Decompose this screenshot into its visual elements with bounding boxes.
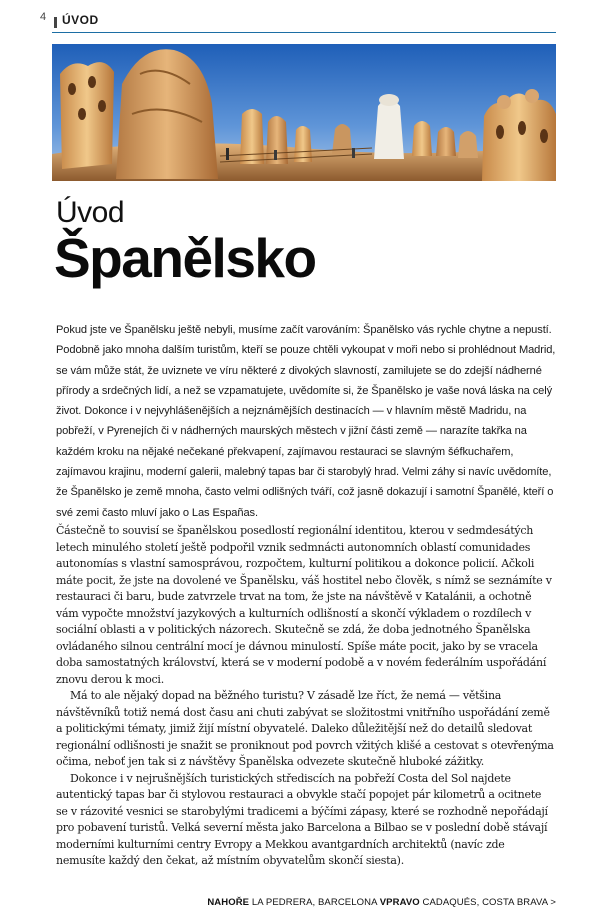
caption-label-right: VPRAVO <box>379 897 420 908</box>
caption-text-top: LA PEDRERA, BARCELONA <box>251 897 377 908</box>
body-paragraph: Má to ale nějaký dopad na běžného turistu? V zásadě lze říct, že nemá — většina návštěvníků totiž nemá dost času ani chuti zabývat se složitostmi vnitřního uspořádání země a politickými tématy, jimiž žijí místní obyvatelé. Daleko důležitější než do detailů sledovat regionální odlišnosti je snažit se proniknout pod povrch vžitých klišé a cestovat s otevřenýma očima, neboť jen tak si z návštěvy Španělska odvezete skutečně hluboké zážitky. <box>56 689 554 768</box>
caption-label-top: NAHOŘE <box>207 897 250 908</box>
body-paragraph: Dokonce i v nejrušnějších turistických střediscích na pobřeží Costa del Sol najdete autentický tapas bar či stylovou restauraci a obvykle stačí popojet pár kilometrů a ocitnete se v rázovité vesnici se starobylými tradicemi a býčími zápasy, které se rozhodně nepořádají pro pobavení turistů. Velká severní města jako Barcelona a Bilbao se v poslední době stávají moderními kulturními centry Evropy a Mekkou avantgardních architektů (navíc zde nemusíte každý den čekat, až místním obyvatelům skončí siesta). <box>56 771 548 867</box>
photo-caption <box>207 897 556 908</box>
body-paragraph: Částečně to souvisí se španělskou posedlostí regionální identitou, kterou v sedmdesátých letech minulého století ještě podpořil vznik sedmnácti autonomních oblastí comunidades autonomías s vlastní samosprávou, rozpočtem, kulturní politikou a dokonce policií. Ačkoli máte pocit, že jste na dovolené ve Španělsku, váš hostitel nebo člověk, s nímž se seznámíte v restauraci či baru, bude zatvrzele trvat na tom, že jste na návštěvě v Katalánii, a ochotně vám vypočte množství jazykových a kulturních odlišností a skončí výkladem o rozdílech v sociální oblasti a v politických názorech. Skutečně se zdá, že doba jednotného Španělska ovládaného silnou centrální mocí je dávnou minulostí. Spíše máte pocit, jako by se vracela doba samostatných království, která se v moderní podobě a v novém federálním uspořádání znovu derou k moci. <box>56 524 552 686</box>
la-pedrera-rooftop-photo <box>52 44 556 181</box>
body-text <box>56 523 556 870</box>
lead-paragraph: Pokud jste ve Španělsku ještě nebyli, musíme začít varováním: Španělsko vás rychle chytne a nepustí. Podobně jako mnoha dalším turistům, kteří se pouze chtěli vykoupat v moři nebo si prohlédnout Madrid, se vám může stát, že uviznete ve víru některé z divokých slavností, zamilujete se do zdejší nádherné přírody a srdečných lidí, a než se vzpamatujete, uvědomíte si, že Španělsko je vaše nová láska na celý život. Dokonce i v nejvyhlášenějších a nejznámějších destinacích — v hlavním městě Madridu, na pobřeží, v Pyrenejích či v nádherných maurských městech v jižní části země — narazíte takřka na každém kroku na nějaké nečekané překvapení, zajímavou restauraci se slavným šéfkuchařem, zajímavou krajinu, moderní galerii, malebný tapas bar či starobylý hrad. Velmi záhy si navíc uvědomíte, že Španělsko je země mnoha, často velmi odlišných tváří, což jasně dokazují i samotní Španělé, kteří o své zemi často mluví jako o Las Españas. <box>56 324 556 519</box>
chapter-kicker: Úvod <box>56 196 125 229</box>
section-title: ÚVOD <box>62 13 99 27</box>
running-header <box>40 8 556 33</box>
page-title: Španělsko <box>54 227 316 289</box>
page-number: 4 <box>40 11 47 23</box>
header-marker-bar <box>54 17 57 28</box>
caption-text-right: CADAQUÉS, COSTA BRAVA > <box>422 897 556 908</box>
